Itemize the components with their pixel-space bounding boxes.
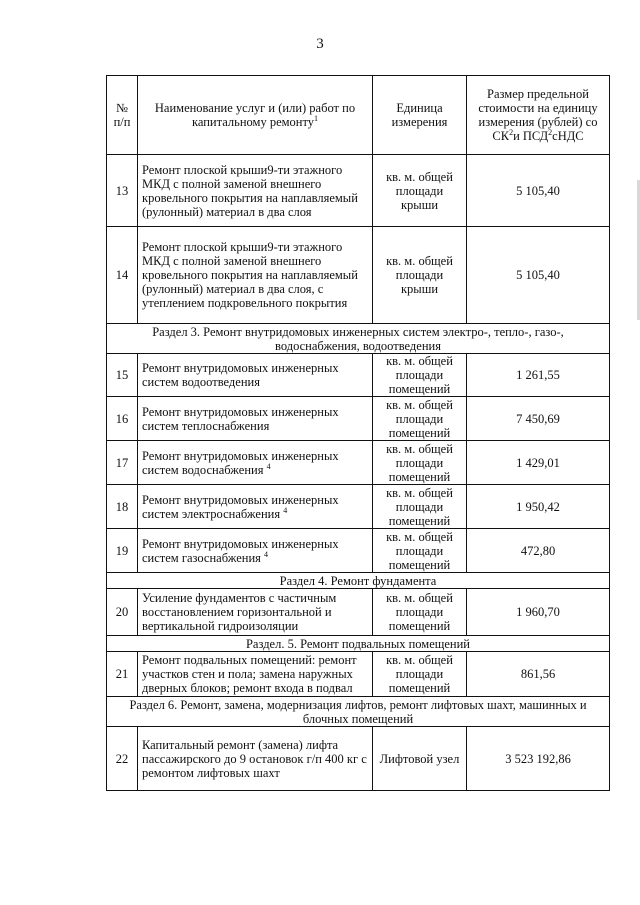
table-row (107, 354, 610, 397)
section-title: Раздел 6. Ремонт, замена, модернизация лифтов, ремонт лифтовых шахт, машинных и блочных помещений (107, 697, 610, 727)
header-name-text: Наименование услуг и (или) работ по капитальному ремонту (154, 101, 356, 129)
header-price-text-c: сНДС (552, 129, 584, 143)
row-name (138, 397, 373, 441)
row-number: 20 (107, 589, 138, 636)
row-unit: кв. м. общей площади крыши (373, 227, 467, 324)
section-row (107, 636, 610, 652)
row-footnote-marker: 4 (266, 461, 271, 471)
row-price: 7 450,69 (467, 397, 610, 441)
section-row (107, 697, 610, 727)
row-name-text: Ремонт внутридомовых инженерных систем водоотведения (142, 361, 339, 389)
row-unit: кв. м. общей площади помещений (373, 529, 467, 573)
row-price: 1 429,01 (467, 441, 610, 485)
header-price-footnote-1: 2 (509, 127, 514, 137)
row-name-text: Ремонт внутридомовых инженерных систем водоснабжения (142, 448, 339, 477)
table-row (107, 397, 610, 441)
row-name (138, 589, 373, 636)
table-header-row (107, 76, 610, 155)
row-unit: кв. м. общей площади помещений (373, 589, 467, 636)
header-price-footnote-2: 2 (548, 127, 553, 137)
row-name-text: Ремонт подвальных помещений: ремонт участков стен и пола; замена наружных дверных блоков; ремонт входа в подвал (142, 653, 357, 695)
row-unit: кв. м. общей площади помещений (373, 652, 467, 697)
cost-table (106, 75, 610, 791)
header-num: № п/п (107, 76, 138, 155)
row-footnote-marker: 4 (264, 549, 269, 559)
section-title: Раздел. 5. Ремонт подвальных помещений (107, 636, 610, 652)
row-number: 22 (107, 727, 138, 791)
table-row (107, 652, 610, 697)
header-price (467, 76, 610, 155)
row-number: 15 (107, 354, 138, 397)
row-number: 19 (107, 529, 138, 573)
row-name (138, 354, 373, 397)
table-row (107, 155, 610, 227)
row-price: 1 261,55 (467, 354, 610, 397)
row-unit: кв. м. общей площади помещений (373, 441, 467, 485)
row-price: 3 523 192,86 (467, 727, 610, 791)
row-name-text: Ремонт внутридомовых инженерных систем газоснабжения (142, 536, 339, 565)
row-name (138, 441, 373, 485)
table-row (107, 227, 610, 324)
header-name (138, 76, 373, 155)
row-name (138, 227, 373, 324)
row-name-text: Ремонт внутридомовых инженерных систем электроснабжения (142, 492, 339, 521)
row-name-text: Ремонт внутридомовых инженерных систем теплоснабжения (142, 404, 339, 433)
table-row (107, 441, 610, 485)
table-row (107, 529, 610, 573)
row-price: 1 950,42 (467, 485, 610, 529)
row-unit: кв. м. общей площади помещений (373, 397, 467, 441)
row-number: 18 (107, 485, 138, 529)
row-name-text: Усиление фундаментов с частичным восстановлением горизонтальной и вертикальной гидроизоляции (142, 591, 337, 633)
header-unit: Единица измерения (373, 76, 467, 155)
row-name-text: Ремонт плоской крыши9-ти этажного МКД с полной заменой внешнего кровельного покрытия на наплавляемый (рулонный) материал в два слоя (142, 162, 358, 219)
table-row (107, 485, 610, 529)
page-number: 3 (316, 36, 324, 52)
section-row (107, 573, 610, 589)
row-name (138, 529, 373, 573)
row-price: 861,56 (467, 652, 610, 697)
row-name (138, 727, 373, 791)
section-title: Раздел 3. Ремонт внутридомовых инженерных систем электро-, тепло-, газо-, водоснабжения, водоотведения (107, 324, 610, 354)
section-title: Раздел 4. Ремонт фундамента (107, 573, 610, 589)
row-name-text: Капитальный ремонт (замена) лифта пассажирского до 9 остановок г/п 400 кг с ремонтом лифтовых шахт (142, 737, 367, 780)
row-price: 1 960,70 (467, 589, 610, 636)
header-price-text-a: Размер предельной стоимости на единицу измерения (рублей) со СК (478, 87, 598, 143)
table-row (107, 589, 610, 636)
table-row (107, 727, 610, 791)
row-number: 16 (107, 397, 138, 441)
row-name (138, 485, 373, 529)
header-price-text-b: и ПСД (513, 129, 549, 143)
row-price: 472,80 (467, 529, 610, 573)
row-unit: Лифтовой узел (373, 727, 467, 791)
row-number: 13 (107, 155, 138, 227)
row-unit: кв. м. общей площади помещений (373, 485, 467, 529)
row-name (138, 652, 373, 697)
header-name-footnote: 1 (314, 113, 319, 123)
row-name-text: Ремонт плоской крыши9-ти этажного МКД с полной заменой внешнего кровельного покрытия на наплавляемый (рулонный) материал в два слоя, с утеплением подкровельного покрытия (142, 240, 358, 310)
row-number: 17 (107, 441, 138, 485)
row-name (138, 155, 373, 227)
row-number: 14 (107, 227, 138, 324)
row-unit: кв. м. общей площади крыши (373, 155, 467, 227)
section-row (107, 324, 610, 354)
row-price: 5 105,40 (467, 155, 610, 227)
row-price: 5 105,40 (467, 227, 610, 324)
row-number: 21 (107, 652, 138, 697)
row-footnote-marker: 4 (283, 505, 288, 515)
row-unit: кв. м. общей площади помещений (373, 354, 467, 397)
